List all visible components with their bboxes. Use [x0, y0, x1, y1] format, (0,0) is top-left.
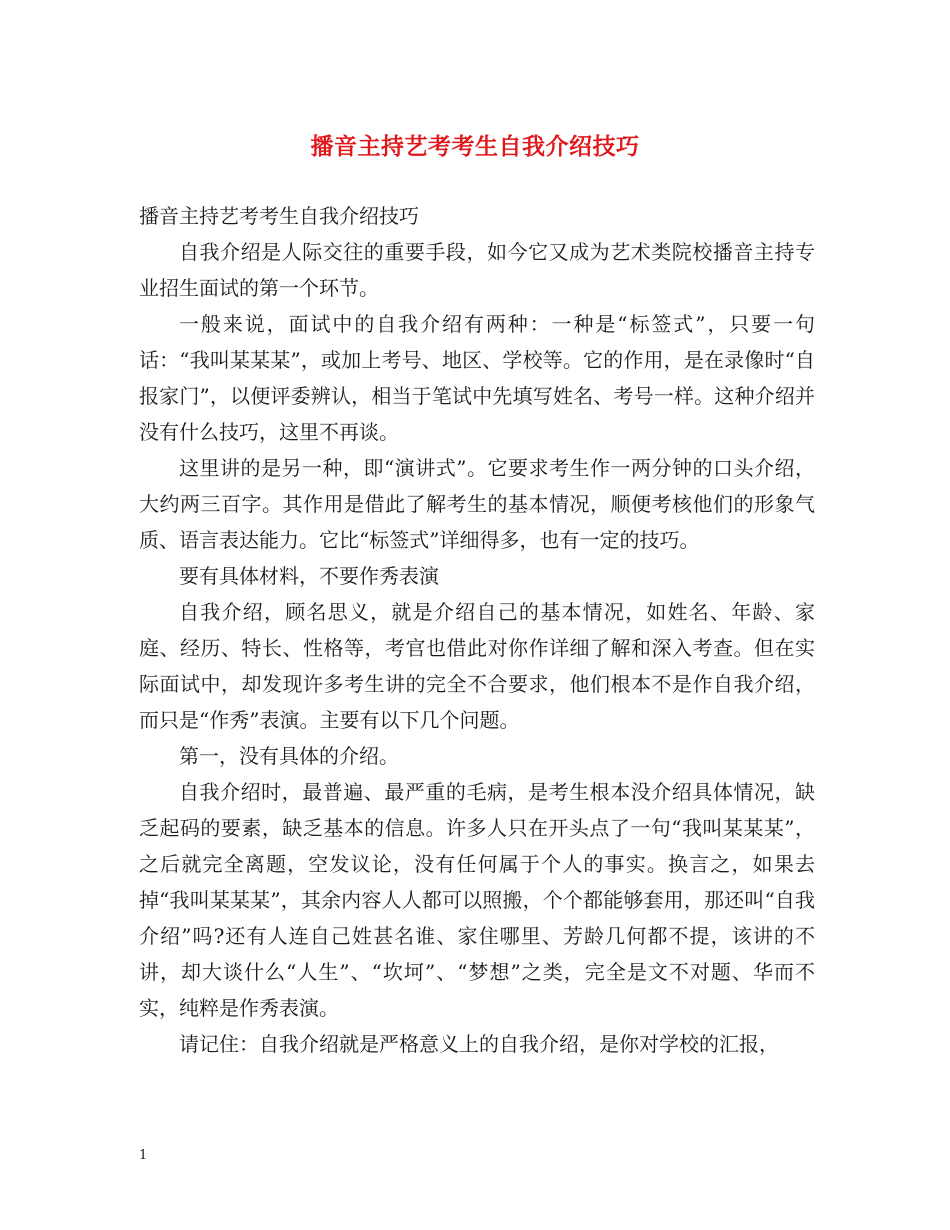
- paragraph-speech-style: 这里讲的是另一种，即“演讲式”。它要求考生作一两分钟的口头介绍，大约两三百字。其作用是借此了解考生的基本情况，顺便考核他们的形象气质、语言表达能力。它比“标签式”详细得多，也有一定的技巧。: [139, 456, 815, 552]
- paragraph-two-types: 一般来说，面试中的自我介绍有两种：一种是“标签式”，只要一句话：“我叫某某某”，或加上考号、地区、学校等。它的作用，是在录像时“自报家门”，以便评委辨认，相当于笔试中先填写姓名、考号一样。这种介绍并没有什么技巧，这里不再谈。: [139, 312, 815, 444]
- paragraph-common-problem: 自我介绍时，最普遍、最严重的毛病，是考生根本没介绍具体情况，缺乏起码的要素，缺乏基本的信息。许多人只在开头点了一句“我叫某某某”，之后就完全离题，空发议论，没有任何属于个人的事实。换言之，如果去掉“我叫某某某”，其余内容人人都可以照搬，个个都能够套用，那还叫“自我介绍”吗?还有人连自己姓甚名谁、家住哪里、芳龄几何都不提，该讲的不讲，却大谈什么“人生”、“坎坷”、“梦想”之类，完全是文不对题、华而不实，纯粹是作秀表演。: [139, 780, 815, 1020]
- paragraph-remember: 请记住：自我介绍就是严格意义上的自我介绍，是你对学校的汇报，: [179, 1032, 779, 1056]
- document-subtitle: 播音主持艺考考生自我介绍技巧: [139, 204, 419, 228]
- paragraph-meaning: 自我介绍，顾名思义，就是介绍自己的基本情况，如姓名、年龄、家庭、经历、特长、性格等，考官也借此对你作详细了解和深入考查。但在实际面试中，却发现许多考生讲的完全不合要求，他们根本不是作自我介绍，而只是“作秀”表演。主要有以下几个问题。: [139, 600, 815, 732]
- section-heading: 要有具体材料，不要作秀表演: [179, 564, 439, 588]
- document-body: [139, 198, 815, 1062]
- document-title: 播音主持艺考考生自我介绍技巧: [310, 133, 640, 160]
- point-heading: 第一，没有具体的介绍。: [179, 744, 399, 768]
- page-number: 1: [139, 1148, 148, 1163]
- paragraph-intro: 自我介绍是人际交往的重要手段，如今它又成为艺术类院校播音主持专业招生面试的第一个环节。: [139, 240, 815, 300]
